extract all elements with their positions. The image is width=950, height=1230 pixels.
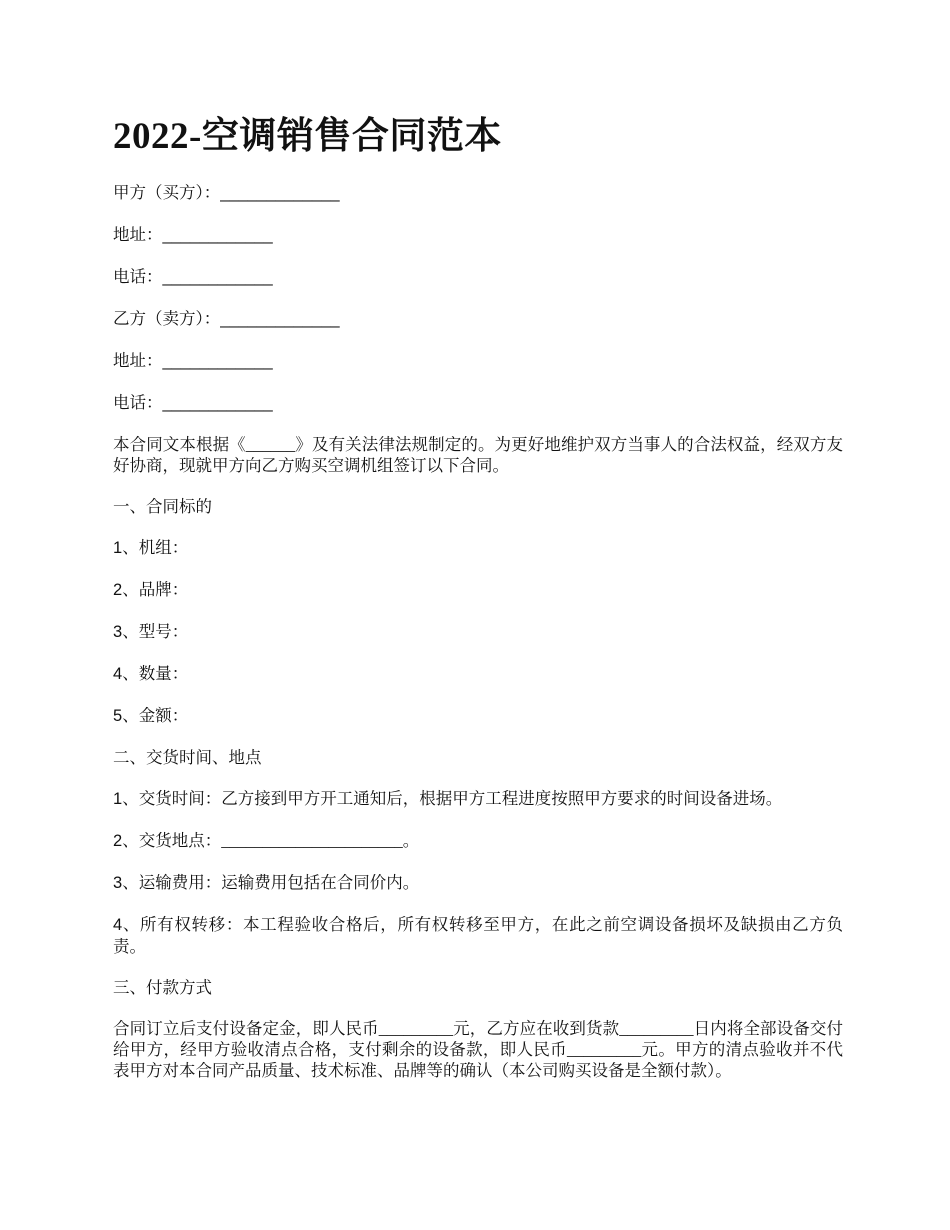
item-text: 、型号： [122, 622, 189, 641]
item-text: 、机组： [122, 538, 189, 557]
party-a-name-blank: _____________ [220, 184, 340, 202]
party-b-name-label: 乙方（卖方）： [113, 309, 221, 328]
item-text: 、品牌： [122, 580, 189, 599]
section2-item [113, 872, 843, 894]
document-title: 2022-空调销售合同范本 [113, 116, 502, 157]
party-b-name-blank: _____________ [220, 310, 340, 328]
party-a-phone-line [113, 266, 843, 288]
section1-item [113, 537, 843, 559]
document-page [113, 112, 843, 1101]
section2-heading: 二、交货时间、地点 [113, 748, 262, 767]
item-number: 1 [113, 790, 123, 808]
item-number: 3 [113, 874, 123, 892]
section1-item [113, 705, 843, 727]
item-text: 、运输费用：运输费用包括在合同价内。 [122, 873, 420, 892]
item-text: 、交货时间：乙方接到甲方开工通知后，根据甲方工程进度按照甲方要求的时间设备进场。 [122, 789, 783, 808]
intro-paragraph: 本合同文本根据《______》及有关法律法规制定的。为更好地维护双方当事人的合法权益，经双方友好协商，现就甲方向乙方购买空调机组签订以下合同。 [113, 435, 843, 475]
section1-item [113, 621, 843, 643]
section3-heading: 三、付款方式 [113, 978, 212, 997]
section1-heading: 一、合同标的 [113, 497, 212, 516]
party-b-name-line [113, 308, 843, 330]
party-a-name-label: 甲方（买方）： [113, 183, 221, 202]
party-a-phone-label: 电话： [113, 267, 163, 286]
party-a-name-line [113, 182, 843, 204]
item-number: 3 [113, 623, 123, 641]
party-b-phone-label: 电话： [113, 393, 163, 412]
party-a-address-blank: ____________ [162, 226, 273, 244]
party-b-address-line [113, 350, 843, 372]
item-number: 4 [113, 916, 123, 934]
item-text: 、所有权转移：本工程验收合格后，所有权转移至甲方，在此之前空调设备损坏及缺损由乙方负责。 [113, 915, 843, 956]
item-number: 1 [113, 539, 123, 557]
item-number: 2 [113, 581, 123, 599]
section2-item [113, 914, 843, 957]
party-b-address-blank: ____________ [162, 352, 273, 370]
section2-item [113, 788, 843, 810]
item-text: 、交货地点：______________________。 [122, 831, 420, 850]
item-text: 、金额： [122, 706, 189, 725]
section1-item [113, 663, 843, 685]
party-a-phone-blank: ____________ [162, 268, 273, 286]
section2-item [113, 830, 843, 852]
party-b-phone-line [113, 392, 843, 414]
party-b-phone-blank: ____________ [162, 394, 273, 412]
party-b-address-label: 地址： [113, 351, 163, 370]
item-number: 4 [113, 665, 123, 683]
party-a-address-label: 地址： [113, 225, 163, 244]
section1-item [113, 579, 843, 601]
item-number: 2 [113, 832, 123, 850]
item-text: 、数量： [122, 664, 189, 683]
section3-body: 合同订立后支付设备定金，即人民币_________元，乙方应在收到货款_________日内将全部设备交付给甲方，经甲方验收清点合格，支付剩余的设备款，即人民币_________元。甲方的清点验收并不代表甲方对本合同产品质量、技术标准、品牌等的确认（本公司购买设备是全额付款）。 [113, 1019, 843, 1080]
party-a-address-line [113, 224, 843, 246]
item-number: 5 [113, 707, 123, 725]
